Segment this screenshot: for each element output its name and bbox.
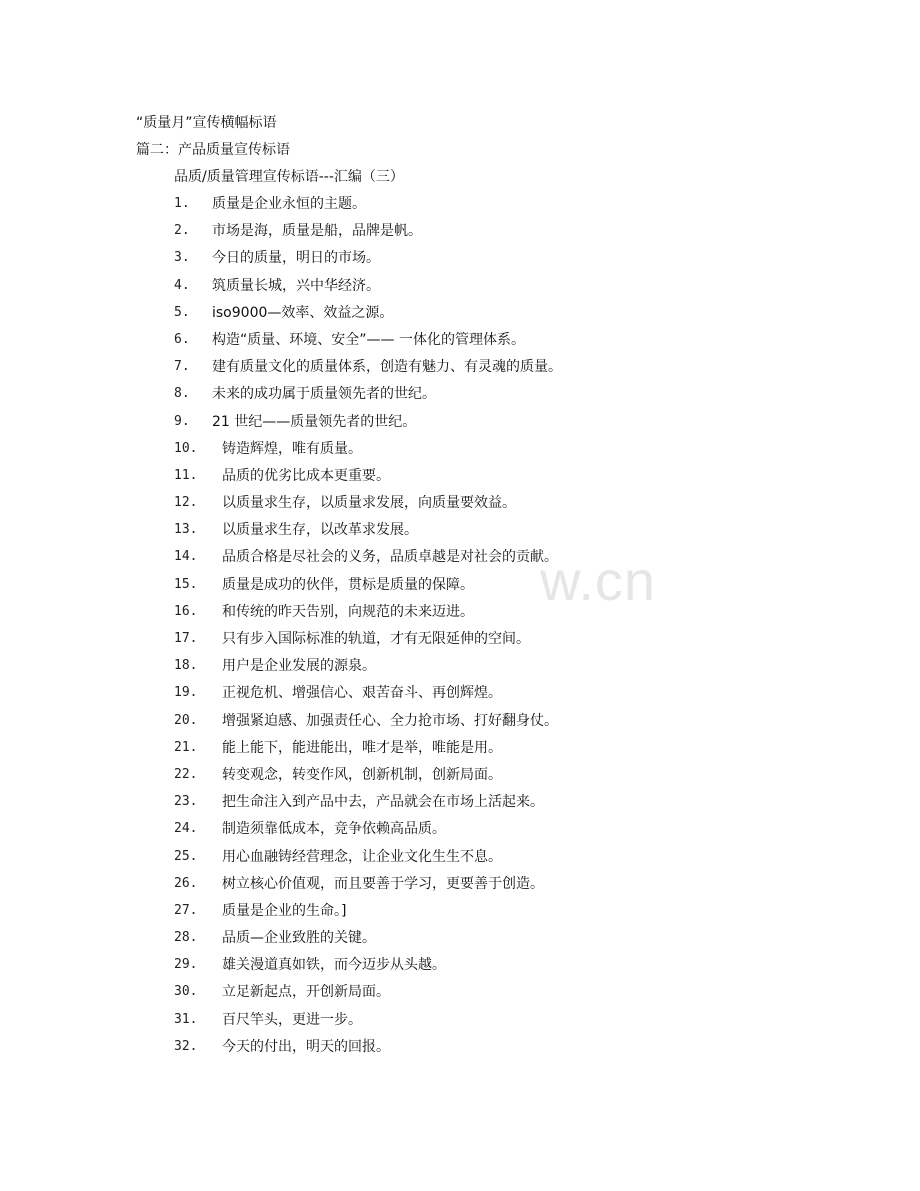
watermark: w.cn [540,549,657,612]
list-item [174,630,562,657]
list-item [174,820,562,847]
list-item [174,304,562,331]
list-item-number: 30. [174,984,198,1000]
list-item [174,929,562,956]
list-item [174,385,562,412]
list-item [174,195,562,222]
list-item [174,956,562,983]
list-item-text: 品质—企业致胜的关键。 [222,930,376,947]
list-item-text: 未来的成功属于质量领先者的世纪。 [212,386,436,403]
list-item-number: 28. [174,930,198,946]
list-item-text: 质量是企业的生命。] [222,902,347,919]
list-item-text: 把生命注入到产品中去，产品就会在市场上活起来。 [222,794,544,811]
list-item-text: 用心血融铸经营理念，让企业文化生生不息。 [222,848,502,865]
list-item [174,331,562,358]
list-item-text: 立足新起点，开创新局面。 [222,984,390,1001]
list-item-text: 制造须靠低成本，竞争依赖高品质。 [222,821,446,838]
list-item-text: 筑质量长城，兴中华经济。 [212,277,380,294]
list-item [174,766,562,793]
document-title: “质量月”宣传横幅标语 [136,115,277,131]
list-item-number: 27. [174,902,198,918]
list-item-text: 市场是海，质量是船，品牌是帆。 [212,223,422,240]
list-item-number: 32. [174,1038,198,1054]
list-item-number: 17. [174,631,198,646]
list-item [174,413,562,440]
list-item-text: 雄关漫道真如铁，而今迈步从头越。 [222,957,446,974]
list-item [174,603,562,630]
list-item-number: 11. [174,467,198,483]
list-item-text: 质量是企业永恒的主题。 [212,196,366,212]
list-item-number: 9. [174,413,190,429]
list-item [174,1011,562,1038]
list-item-text: 以质量求生存，以改革求发展。 [222,522,418,539]
list-item-text: 今日的质量，明日的市场。 [212,250,380,267]
list-item-text: 树立核心价值观，而且要善于学习，更要善于创造。 [222,875,544,892]
list-item-number: 5. [174,304,190,320]
list-item-text: 建有质量文化的质量体系，创造有魅力、有灵魂的质量。 [212,359,562,376]
list-item-text: 正视危机、增强信心、艰苦奋斗、再创辉煌。 [222,685,502,702]
list-item-text: 质量是成功的伙伴，贯标是质量的保障。 [222,576,474,593]
list-item-number: 13. [174,522,198,538]
list-item-number: 22. [174,766,198,782]
list-item-number: 3. [174,250,190,266]
list-item-text: 能上能下，能进能出，唯才是举，唯能是用。 [222,739,502,756]
list-item-number: 20. [174,712,198,728]
list-item [174,848,562,875]
list-item-text: 百尺竿头，更进一步。 [222,1011,362,1028]
list-item-number: 21. [174,739,198,755]
list-item [174,467,562,494]
list-item [174,875,562,902]
list-item [174,684,562,711]
list-item [174,358,562,385]
list-item-text: iso9000—效率、效益之源。 [212,304,394,321]
list-item-text: 转变观念，转变作风，创新机制，创新局面。 [222,766,502,783]
list-item [174,1038,562,1065]
list-item-text: 用户是企业发展的源泉。 [222,658,376,675]
list-item-text: 今天的付出，明天的回报。 [222,1038,390,1055]
list-item-text: 21 世纪——质量领先者的世纪。 [212,413,417,430]
list-item-number: 12. [174,495,198,511]
list-item-text: 品质的优劣比成本更重要。 [222,467,390,484]
list-item-text: 增强紧迫感、加强责任心、全力抢市场、打好翻身仗。 [222,712,558,729]
list-item [174,902,562,929]
list-item-number: 26. [174,875,198,891]
list-item-number: 18. [174,658,198,674]
list-item [174,739,562,766]
list-item [174,657,562,684]
subsection-heading: 品质/质量管理宣传标语---汇编（三） [174,169,404,185]
list-item-number: 8. [174,386,190,402]
list-item-number: 15. [174,576,198,592]
list-item-number: 6. [174,331,190,347]
list-item-number: 24. [174,821,198,837]
list-item-text: 以质量求生存，以质量求发展，向质量要效益。 [222,495,516,512]
list-item-number: 1. [174,196,190,211]
list-item-number: 10. [174,440,198,456]
list-item-number: 23. [174,794,198,810]
list-item [174,576,562,603]
list-item-number: 31. [174,1011,198,1027]
list-item-text: 品质合格是尽社会的义务，品质卓越是对社会的贡献。 [222,549,558,566]
list-item-text: 构造“质量、环境、安全”—— 一体化的管理体系。 [212,331,525,348]
list-item-number: 7. [174,359,190,375]
list-item-number: 29. [174,957,198,973]
list-item-number: 19. [174,685,198,701]
slogan-list [174,195,562,1065]
list-item [174,793,562,820]
list-item [174,494,562,521]
list-item [174,277,562,304]
list-item-number: 25. [174,848,198,864]
list-item-text: 只有步入国际标准的轨道，才有无限延伸的空间。 [222,631,530,647]
list-item-text: 和传统的昨天告别，向规范的未来迈进。 [222,603,474,620]
list-item [174,548,562,575]
list-item [174,440,562,467]
list-item [174,222,562,249]
list-item-number: 14. [174,549,198,565]
list-item [174,983,562,1010]
list-item-number: 2. [174,223,190,239]
list-item [174,249,562,276]
section-heading: 篇二：产品质量宣传标语 [136,142,290,158]
list-item [174,521,562,548]
list-item-text: 铸造辉煌，唯有质量。 [222,440,362,457]
list-item-number: 4. [174,277,190,293]
list-item [174,712,562,739]
list-item-number: 16. [174,603,198,619]
